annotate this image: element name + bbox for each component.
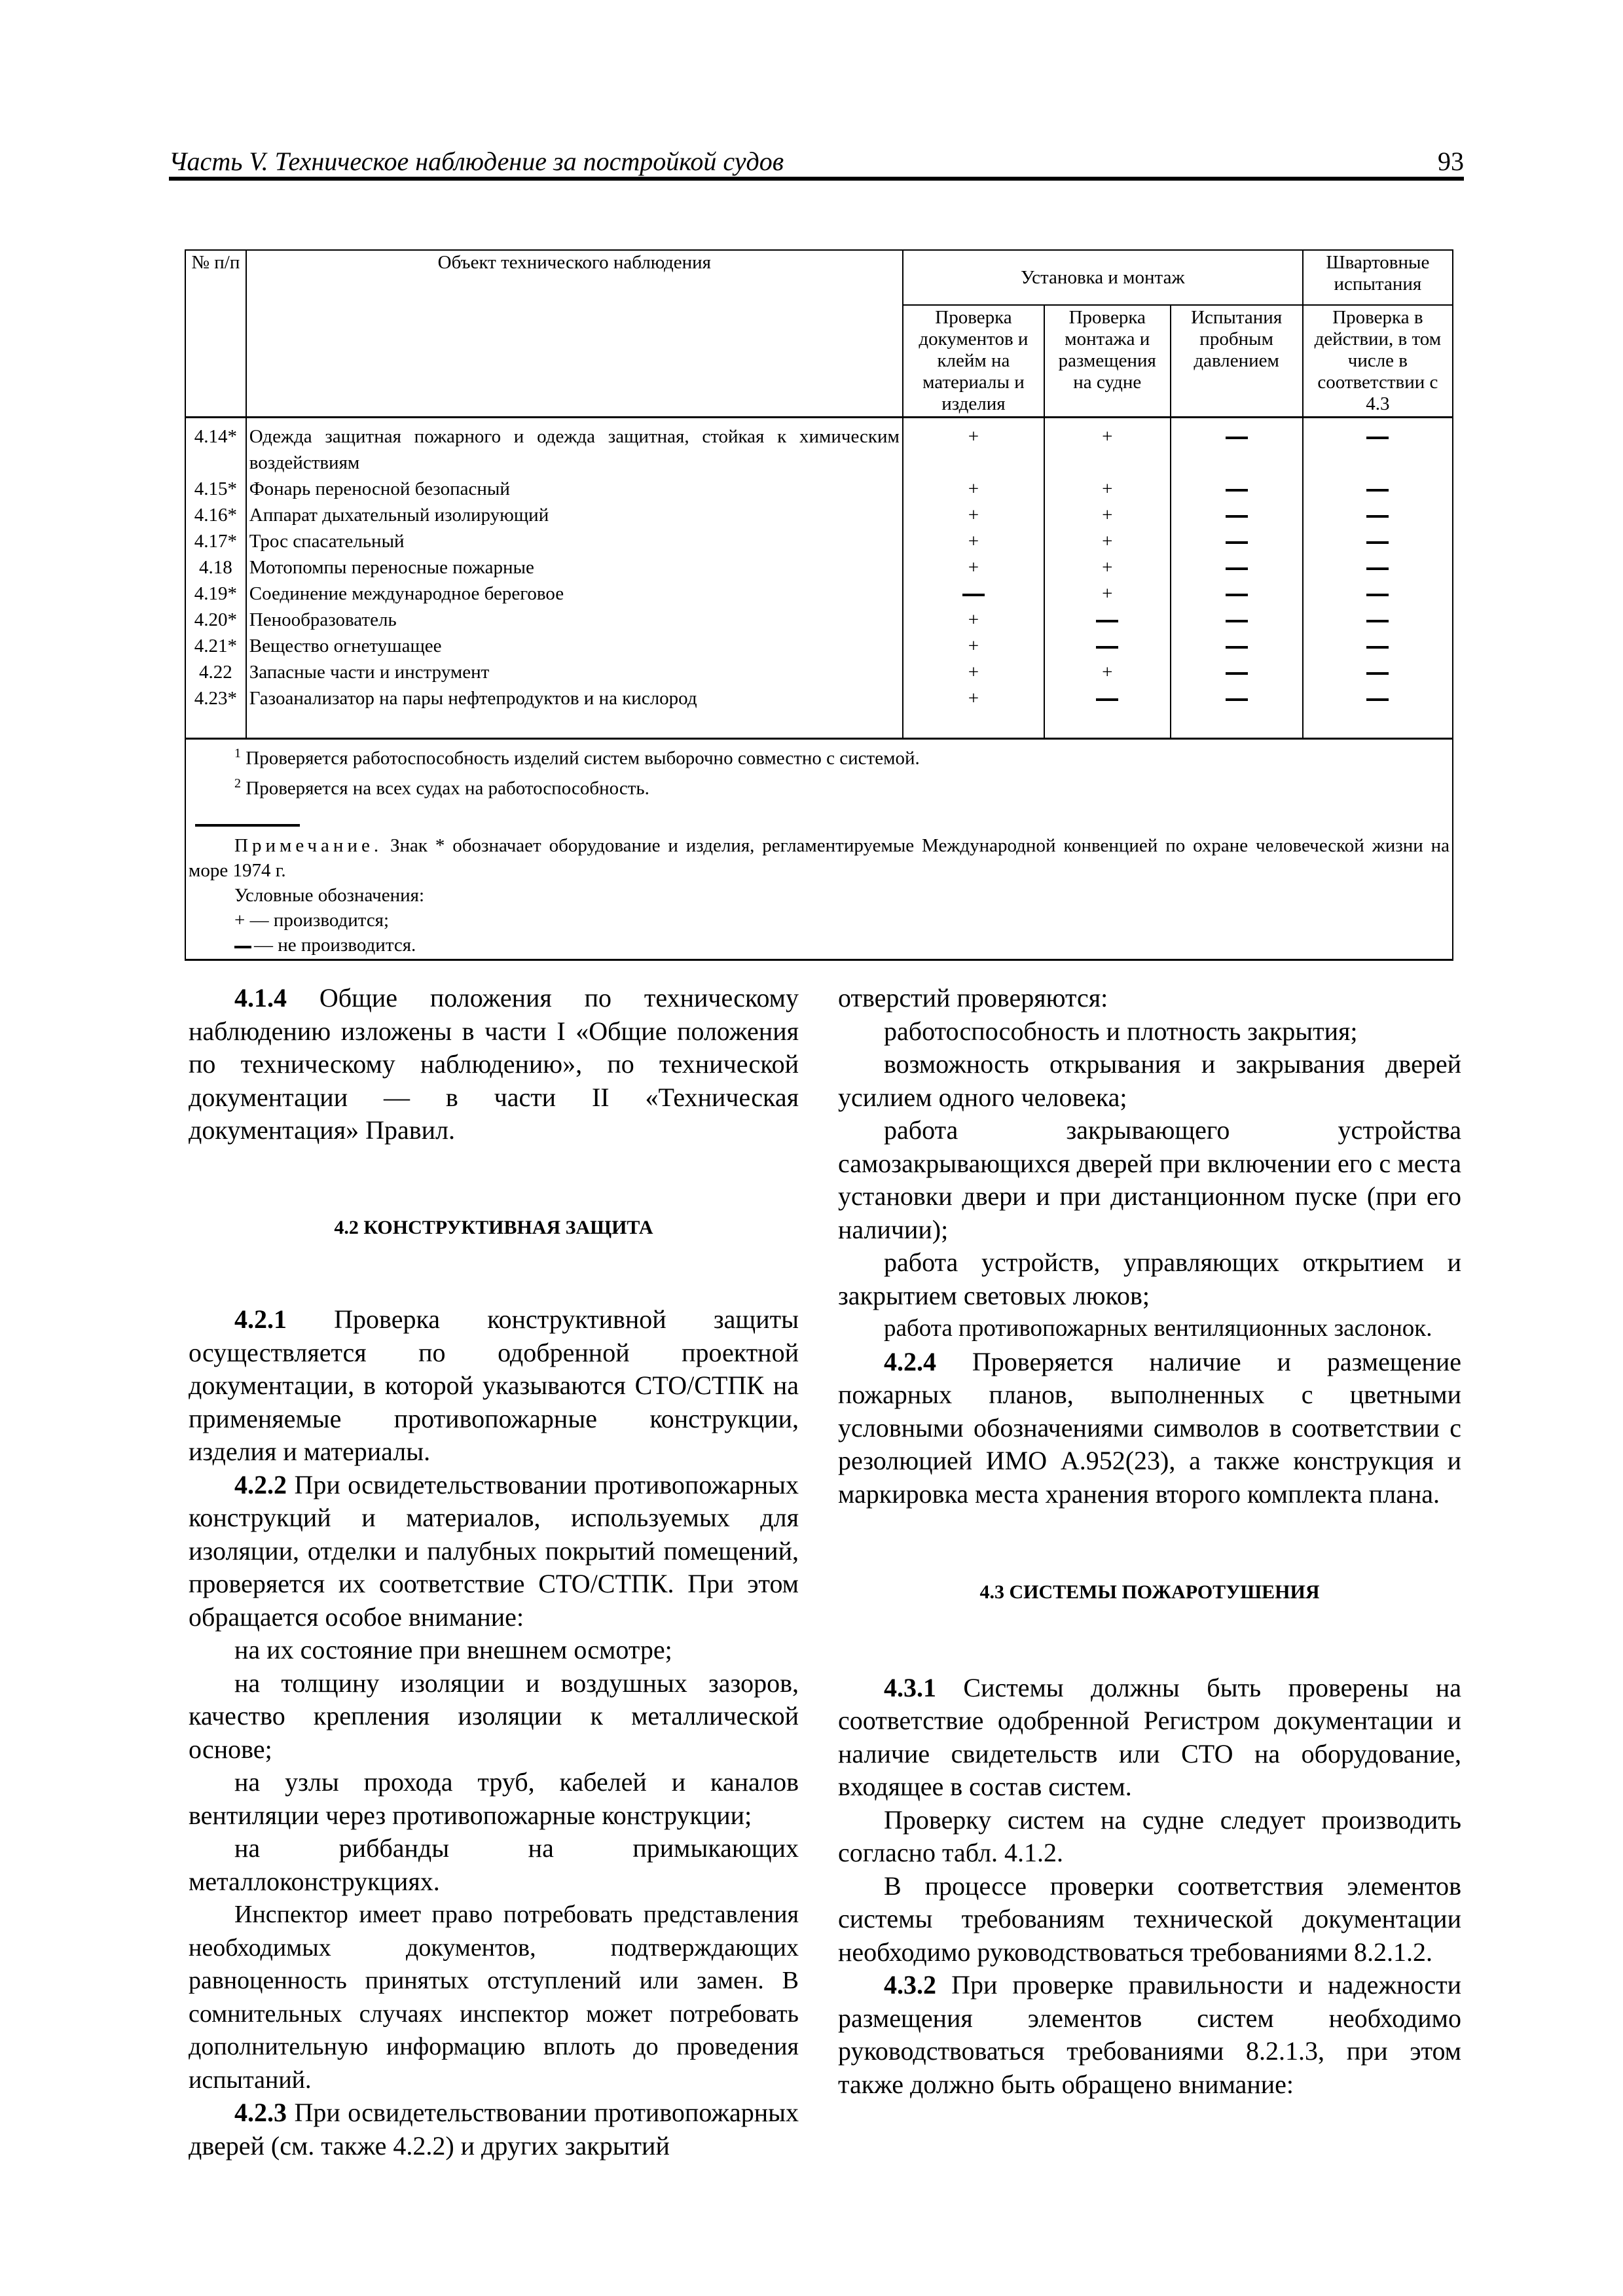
page-number: 93 xyxy=(1438,147,1464,176)
minus-mark xyxy=(1366,515,1389,518)
running-header-title: Часть V. Техническое наблюдение за постройкой судов xyxy=(169,147,784,176)
row-mark: + xyxy=(1044,476,1171,502)
para-text: При проверке правильности и надежности размещения элементов систем необходимо руководствоваться требованиями 8.2.1.3, при этом также должно быть обращено внимание: xyxy=(838,1970,1462,2099)
row-mark xyxy=(1303,418,1453,476)
row-mark xyxy=(1171,581,1303,607)
para-4-2-4 xyxy=(838,1346,1461,1511)
para-number: 4.2.1 xyxy=(234,1304,287,1334)
row-number: 4.18 xyxy=(185,554,246,581)
para-4-3-1-b: Проверку систем на судне следует производить согласно табл. 4.1.2. xyxy=(838,1804,1461,1867)
row-mark: + xyxy=(1044,502,1171,528)
legend-minus-text: — не производится. xyxy=(254,935,416,956)
table-row xyxy=(185,659,1453,685)
para-number: 4.2.2 xyxy=(234,1469,287,1499)
row-number: 4.15* xyxy=(185,476,246,502)
table-row xyxy=(185,418,1453,476)
row-mark xyxy=(1303,633,1453,659)
para-number: 4.1.4 xyxy=(234,983,287,1013)
row-mark xyxy=(903,581,1044,607)
col-header-num: № п/п xyxy=(185,250,246,418)
col-header-action: Проверка в действии, в том числе в соответствии с 4.3 xyxy=(1303,305,1453,418)
row-object: Одежда защитная пожарного и одежда защитная, стойкая к химическим воздействиям xyxy=(246,418,903,476)
list-item: на узлы прохода труб, кабелей и каналов вентиляции через противопожарные конструкции; xyxy=(189,1767,799,1830)
row-mark xyxy=(1303,554,1453,581)
minus-mark xyxy=(1366,646,1389,649)
footnote-2-text: Проверяется на всех судах на работоспособность. xyxy=(246,778,649,799)
minus-mark xyxy=(1096,620,1118,622)
row-mark: + xyxy=(903,528,1044,554)
row-mark xyxy=(1303,502,1453,528)
row-mark xyxy=(1171,607,1303,633)
minus-mark xyxy=(1366,620,1389,622)
para-4-2-1 xyxy=(189,1303,799,1469)
para-text: Общие положения по техническому наблюдению изложены в части I «Общие положения по техническому наблюдению», по технической документации — в части II «Техническая документация» Правил. xyxy=(189,983,799,1145)
minus-mark xyxy=(1096,646,1118,649)
row-object: Трос спасательный xyxy=(246,528,903,554)
para-inspector: Инспектор имеет право потребовать представления необходимых документов, подтверждающих равноценность принятых отступлений или замен. В сомнительных случаях инспектор может потребовать дополнительную информацию вплоть до проведения испытаний. xyxy=(189,1901,799,2094)
minus-mark xyxy=(1226,541,1248,544)
minus-mark xyxy=(1226,515,1248,518)
row-number: 4.16* xyxy=(185,502,246,528)
table-row xyxy=(185,581,1453,607)
row-mark xyxy=(1171,502,1303,528)
list-item: работа устройств, управляющих открытием и закрытием световых люков; xyxy=(838,1247,1461,1310)
row-number: 4.23* xyxy=(185,685,246,739)
minus-mark xyxy=(1226,620,1248,622)
table-row xyxy=(185,607,1453,633)
row-object: Вещество огнетушащее xyxy=(246,633,903,659)
col-header-mount: Проверка монтажа и размещения на судне xyxy=(1044,305,1171,418)
legend-plus-symbol: + xyxy=(234,910,246,931)
note-label: Примечание. xyxy=(234,835,383,857)
para-number: 4.2.3 xyxy=(234,2098,287,2127)
row-mark: + xyxy=(903,685,1044,739)
list-item: возможность открывания и закрывания дверей усилием одного человека; xyxy=(838,1049,1461,1112)
legend-plus xyxy=(189,908,1450,933)
minus-mark xyxy=(1226,672,1248,675)
minus-mark xyxy=(1366,489,1389,492)
row-object: Мотопомпы переносные пожарные xyxy=(246,554,903,581)
section-heading-4-2: 4.2 КОНСТРУКТИВНАЯ ЗАЩИТА xyxy=(334,1216,653,1238)
row-mark: + xyxy=(903,633,1044,659)
row-mark xyxy=(1171,554,1303,581)
minus-mark xyxy=(1226,698,1248,701)
table-row xyxy=(185,554,1453,581)
row-object: Газоанализатор на пары нефтепродуктов и на кислород xyxy=(246,685,903,739)
row-mark xyxy=(1303,528,1453,554)
row-object: Соединение международное береговое xyxy=(246,581,903,607)
row-mark: + xyxy=(1044,581,1171,607)
minus-symbol xyxy=(234,946,251,948)
minus-mark xyxy=(1366,437,1389,439)
minus-mark xyxy=(1366,541,1389,544)
table-body xyxy=(185,418,1453,739)
table-notes xyxy=(185,739,1453,960)
section-heading-4-3: 4.3 СИСТЕМЫ ПОЖАРОТУШЕНИЯ xyxy=(979,1581,1320,1603)
row-mark: + xyxy=(903,659,1044,685)
para-number: 4.3.2 xyxy=(884,1970,936,2000)
note xyxy=(189,833,1450,883)
table-row xyxy=(185,476,1453,502)
list-item: на риббанды на примыкающих металлоконструкциях. xyxy=(189,1833,799,1896)
row-mark xyxy=(1303,581,1453,607)
table-row xyxy=(185,685,1453,739)
para-4-1-4 xyxy=(189,982,799,1147)
para-continuation: отверстий проверяются: xyxy=(838,983,1108,1013)
table-row xyxy=(185,633,1453,659)
col-group-install: Установка и монтаж xyxy=(903,250,1303,305)
col-header-pressure: Испытания пробным давлением xyxy=(1171,305,1303,418)
minus-mark xyxy=(1226,567,1248,570)
row-mark xyxy=(1044,633,1171,659)
row-number: 4.19* xyxy=(185,581,246,607)
right-column xyxy=(838,982,1461,2101)
row-number: 4.14* xyxy=(185,418,246,476)
row-mark xyxy=(1171,633,1303,659)
row-mark xyxy=(1171,685,1303,739)
row-mark: + xyxy=(903,502,1044,528)
note-separator xyxy=(195,824,300,827)
row-mark: + xyxy=(903,476,1044,502)
para-4-2-3 xyxy=(189,2096,799,2162)
row-number: 4.17* xyxy=(185,528,246,554)
row-mark xyxy=(1303,685,1453,739)
list-item: работа противопожарных вентиляционных заслонок. xyxy=(884,1315,1432,1342)
list-item: на толщину изоляции и воздушных зазоров, качество крепления изоляции к металлической основе; xyxy=(189,1668,799,1764)
row-mark xyxy=(1171,528,1303,554)
list-item: работа закрывающего устройства самозакрывающихся дверей при включении его с места установки двери и при дистанционном пуске (при его наличии); xyxy=(838,1115,1461,1244)
para-text: Проверяется наличие и размещение пожарных планов, выполненных с цветными условными обозначениями символов в соответствии с резолюцией ИМО А.952(23), а также конструкция и маркировка места хранения второго комплекта плана. xyxy=(838,1346,1461,1509)
minus-mark xyxy=(1226,646,1248,649)
row-object: Запасные части и инструмент xyxy=(246,659,903,685)
col-header-object: Объект технического наблюдения xyxy=(246,250,903,418)
minus-mark xyxy=(1226,437,1248,439)
row-mark: + xyxy=(903,554,1044,581)
row-mark xyxy=(1303,607,1453,633)
minus-mark xyxy=(1226,489,1248,492)
inspection-table xyxy=(185,249,1453,961)
header-rule xyxy=(169,177,1464,181)
para-4-3-1-c: В процессе проверки соответствия элементов системы требованиям технической документации необходимо руководствоваться требованиями 8.2.1.2. xyxy=(838,1871,1461,1967)
table-row xyxy=(185,528,1453,554)
minus-mark xyxy=(1096,698,1118,701)
running-header xyxy=(169,143,1464,179)
legend-plus-text: — производится; xyxy=(249,910,390,931)
row-mark: + xyxy=(903,418,1044,476)
row-mark xyxy=(1171,418,1303,476)
minus-mark xyxy=(962,594,985,596)
para-text: При освидетельствовании противопожарных конструкций и материалов, используемых для изоляции, отделки и палубных покрытий помещений, проверяется их соответствие СТО/СТПК. При этом обращается особое внимание: xyxy=(189,1469,799,1632)
row-mark: + xyxy=(1044,554,1171,581)
row-mark: + xyxy=(1044,418,1171,476)
left-column xyxy=(189,982,799,2162)
footnote-2-mark: 2 xyxy=(234,776,241,791)
col-header-docs: Проверка документов и клейм на материалы и изделия xyxy=(903,305,1044,418)
para-number: 4.2.4 xyxy=(884,1346,936,1376)
row-mark xyxy=(1171,659,1303,685)
legend-minus xyxy=(189,933,1450,958)
para-text: При освидетельствовании противопожарных дверей (см. также 4.2.2) и других закрытий xyxy=(189,2098,799,2161)
footnote-1-text: Проверяется работоспособность изделий систем выборочно совместно с системой. xyxy=(246,747,920,769)
row-mark: + xyxy=(1044,528,1171,554)
row-mark xyxy=(1044,607,1171,633)
row-mark xyxy=(1171,476,1303,502)
para-number: 4.3.1 xyxy=(884,1672,936,1702)
row-object: Фонарь переносной безопасный xyxy=(246,476,903,502)
row-mark xyxy=(1303,476,1453,502)
list-item: работоспособность и плотность закрытия; xyxy=(884,1016,1358,1046)
minus-mark xyxy=(1366,567,1389,570)
para-text: Проверка конструктивной защиты осуществляется по одобренной проектной документации, в которой указываются СТО/СТПК на применяемые противопожарные конструкции, изделия и материалы. xyxy=(189,1304,799,1466)
row-mark: + xyxy=(903,607,1044,633)
row-number: 4.20* xyxy=(185,607,246,633)
para-4-3-2 xyxy=(838,1969,1461,2101)
row-object: Аппарат дыхательный изолирующий xyxy=(246,502,903,528)
para-4-2-2 xyxy=(189,1469,799,1634)
row-mark xyxy=(1044,685,1171,739)
table-row xyxy=(185,502,1453,528)
row-number: 4.21* xyxy=(185,633,246,659)
para-text: Системы должны быть проверены на соответствие одобренной Регистром документации и наличие свидетельств или СТО на оборудование, входящее в состав систем. xyxy=(838,1672,1462,1801)
row-number: 4.22 xyxy=(185,659,246,685)
minus-mark xyxy=(1366,594,1389,596)
note-text: Знак * обозначает оборудование и изделия, регламентируемые Международной конвенцией по охране человеческой жизни на море 1974 г. xyxy=(189,835,1450,882)
minus-mark xyxy=(1366,698,1389,701)
col-group-mooring: Швартовные испытания xyxy=(1303,250,1453,305)
para-4-3-1 xyxy=(838,1672,1461,1804)
list-item: на их состояние при внешнем осмотре; xyxy=(234,1635,672,1664)
footnote-2 xyxy=(189,771,1450,801)
minus-mark xyxy=(1366,672,1389,675)
footnote-1-mark: 1 xyxy=(234,746,241,761)
row-mark xyxy=(1303,659,1453,685)
minus-mark xyxy=(1226,594,1248,596)
footnote-1 xyxy=(189,741,1450,771)
legend-title: Условные обозначения: xyxy=(234,885,425,906)
row-mark: + xyxy=(1044,659,1171,685)
row-object: Пенообразователь xyxy=(246,607,903,633)
